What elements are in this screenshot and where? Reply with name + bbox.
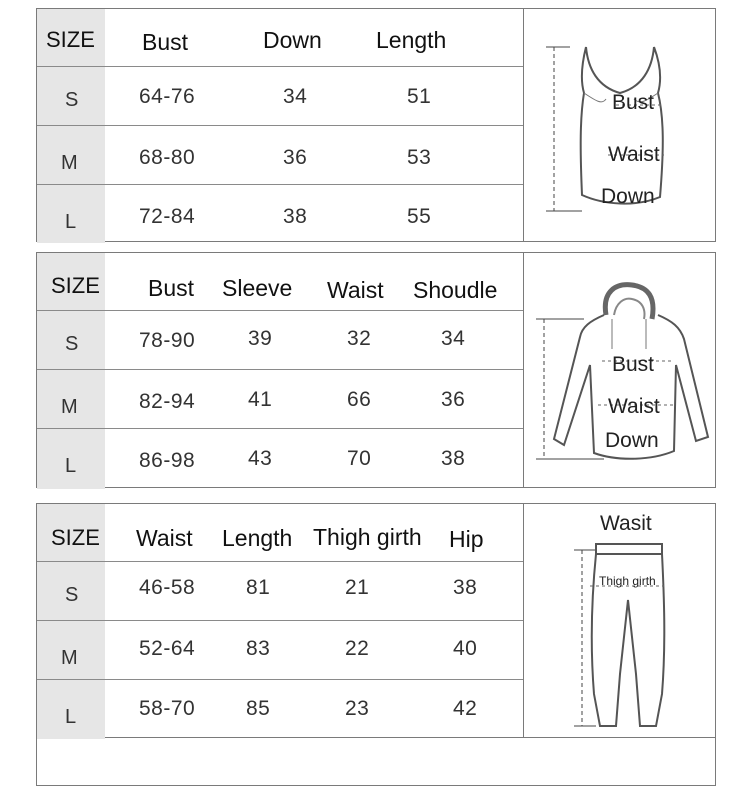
table-row	[37, 680, 523, 739]
table-row	[37, 126, 523, 185]
size-header: SIZE	[51, 525, 100, 550]
length-value: 55	[407, 205, 432, 228]
figure-label-waist: Waist	[608, 143, 660, 166]
blank-footer-cell	[36, 738, 716, 786]
sleeve-value: 43	[248, 447, 273, 470]
thigh-girth-value: 23	[345, 697, 370, 720]
hoodie-figure	[523, 253, 717, 487]
size-chart-tank-top	[36, 8, 716, 242]
length-value: 53	[407, 146, 432, 169]
length-value: 85	[246, 697, 271, 720]
shoudle-value: 38	[441, 447, 466, 470]
size-chart-leggings	[36, 503, 716, 738]
header-row	[37, 504, 523, 562]
leggings-icon	[524, 504, 717, 737]
column-header-bust: Bust	[142, 29, 189, 55]
size-label: M	[61, 396, 78, 418]
waist-value: 66	[347, 388, 372, 411]
size-label: S	[65, 333, 79, 355]
figure-label-waist: Waist	[608, 395, 660, 418]
column-header-length: Length	[222, 525, 293, 551]
header-row	[37, 9, 523, 67]
column-header-bust: Bust	[148, 275, 195, 301]
size-label: S	[65, 89, 79, 111]
size-label: S	[65, 584, 79, 606]
figure-label-down: Down	[605, 429, 659, 452]
waist-value: 32	[347, 327, 372, 350]
leggings-figure	[523, 504, 717, 737]
column-header-waist: Waist	[327, 277, 384, 303]
down-value: 38	[283, 205, 308, 228]
column-header-hip: Hip	[449, 526, 484, 552]
length-value: 83	[246, 637, 271, 660]
column-header-sleeve: Sleeve	[222, 275, 293, 301]
waist-value: 70	[347, 447, 372, 470]
bust-value: 72-84	[139, 205, 196, 228]
figure-label-bust: Bust	[612, 91, 655, 114]
hip-value: 38	[453, 576, 478, 599]
table-row	[37, 621, 523, 680]
size-label: M	[61, 152, 78, 174]
figure-label-bust: Bust	[612, 353, 655, 376]
bust-value: 86-98	[139, 449, 196, 472]
bust-value: 82-94	[139, 390, 196, 413]
bust-value: 64-76	[139, 85, 196, 108]
waist-value: 58-70	[139, 697, 196, 720]
tank-top-figure	[523, 9, 717, 241]
sleeve-value: 41	[248, 388, 273, 411]
figure-label-down: Down	[601, 185, 655, 208]
column-header-thigh-girth: Thigh girth	[313, 524, 422, 550]
size-label: L	[65, 706, 77, 728]
shoudle-value: 34	[441, 327, 466, 350]
table-row	[37, 185, 523, 243]
column-header-waist: Waist	[136, 525, 193, 551]
column-header-shoudle: Shoudle	[413, 277, 498, 303]
down-value: 34	[283, 85, 308, 108]
table-row	[37, 370, 523, 429]
figure-label-thigh-girth: Thigh girth	[599, 574, 656, 588]
header-row	[37, 253, 523, 311]
down-value: 36	[283, 146, 308, 169]
column-header-down: Down	[263, 27, 322, 53]
size-table	[37, 9, 523, 241]
waist-value: 52-64	[139, 637, 196, 660]
thigh-girth-value: 22	[345, 637, 370, 660]
waist-value: 46-58	[139, 576, 196, 599]
size-label: L	[65, 455, 77, 477]
table-row	[37, 311, 523, 370]
size-chart-hoodie	[36, 252, 716, 488]
table-row	[37, 562, 523, 621]
shoudle-value: 36	[441, 388, 466, 411]
table-row	[37, 429, 523, 489]
size-header: SIZE	[51, 273, 100, 298]
column-header-length: Length	[376, 27, 447, 53]
hip-value: 42	[453, 697, 478, 720]
table-row	[37, 67, 523, 126]
size-label: L	[65, 211, 77, 233]
figure-label-wasit: Wasit	[600, 512, 652, 535]
sleeve-value: 39	[248, 327, 273, 350]
size-table	[37, 253, 523, 487]
hip-value: 40	[453, 637, 478, 660]
thigh-girth-value: 21	[345, 576, 370, 599]
size-label: M	[61, 647, 78, 669]
bust-value: 78-90	[139, 329, 196, 352]
size-table	[37, 504, 523, 737]
length-value: 51	[407, 85, 432, 108]
length-value: 81	[246, 576, 271, 599]
size-header: SIZE	[46, 27, 95, 52]
bust-value: 68-80	[139, 146, 196, 169]
